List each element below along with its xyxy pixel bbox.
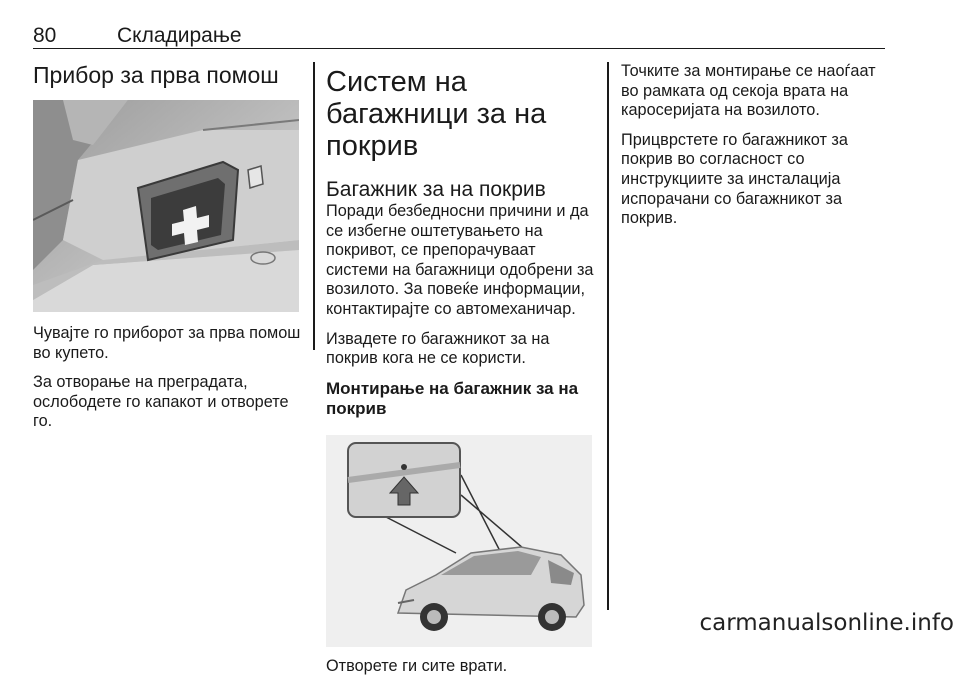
roof-rack-subheading: Багажник за на покрив [326,178,546,201]
column-divider-1 [313,62,315,350]
column-divider-2 [607,62,609,610]
car-roof-mount-illustration [326,435,592,647]
first-aid-section [33,62,301,442]
first-aid-paragraph-2: За отворање на преградата, ослободете го капакот и отворете го. [33,373,289,431]
page-number: 80 [33,24,57,47]
first-aid-heading: Прибор за прва помош [33,62,279,88]
mounting-section-title: Монтирање на багажник за на покрив [326,378,579,418]
first-aid-paragraph-1: Чувајте го приборот за прва помош во купето. [33,324,301,362]
watermark-text: carmanualsonline.info [699,610,954,636]
roof-rack-section [326,62,596,686]
chapter-title: Складирање [117,24,242,47]
mounting-paragraph-1: Точките за монтирање се наоѓаат во рамката од секоја врата на каросеријата на возилото. [621,62,876,120]
figure-caption: Отворете ги сите врати. [326,656,508,675]
first-aid-kit-illustration [33,100,299,312]
mounting-points-section [621,62,889,239]
page-header [33,24,885,49]
roof-rack-paragraph-2: Извадете го багажникот за на покрив кога не се користи. [326,329,550,368]
roof-rack-paragraph-1: Поради безбедносни причини и да се избегне оштетувањето на покривот, се препорачуваат системи на багажници одобрени за возилото. За повеќе информации, контактирајте со автомеханичар. [326,202,594,318]
mounting-paragraph-2: Прицврстете го багажникот за покрив во согласност со инструкциите за инсталација испорачани со багажникот за покрив. [621,130,848,228]
roof-rack-heading: Систем на багажници за на покрив [326,66,547,162]
